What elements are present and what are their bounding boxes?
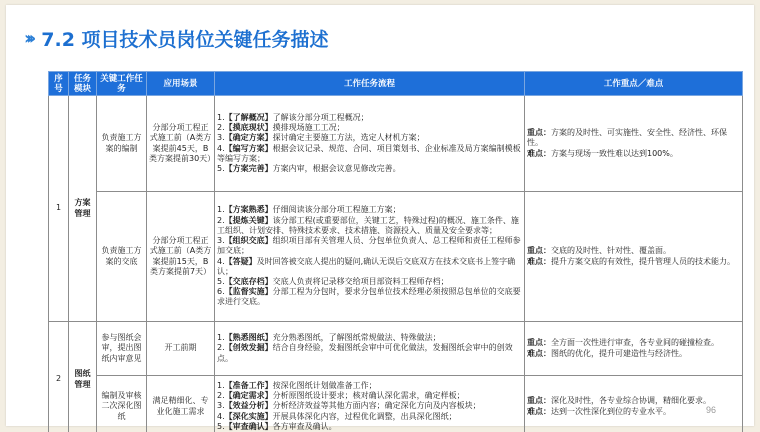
row-number: 2: [49, 322, 69, 432]
focus-label: 重点：: [527, 396, 551, 406]
workflow-step: [217, 144, 522, 164]
step-number: 2.: [217, 343, 225, 353]
focus-text: 全方面一次性进行审查，各专业间的碰撞检查。: [551, 338, 719, 348]
focus-label: 重点：: [527, 338, 551, 348]
step-keyword: 【创效发掘】: [224, 343, 273, 353]
workflow-step: [217, 391, 522, 401]
step-text: 方案内审，根据会议意见修改完善。: [272, 163, 401, 173]
workflow-step: [217, 205, 522, 215]
step-keyword: 【深化实施】: [224, 411, 273, 421]
workflow-step: [217, 277, 522, 287]
table-row: [49, 96, 743, 192]
focus-text: 达到一次性深化到位的专业水平。: [551, 406, 671, 416]
step-number: 1.: [217, 205, 225, 215]
workflow-cell: [215, 322, 525, 376]
step-keyword: 【答疑】: [224, 256, 257, 266]
workflow-cell: [215, 96, 525, 192]
step-number: 1.: [217, 112, 225, 122]
workflow-step: [217, 381, 522, 391]
title-bar: [24, 25, 329, 52]
step-number: 5.: [217, 163, 225, 173]
step-keyword: 【提炼关键】: [224, 215, 273, 225]
focus-item: [527, 338, 740, 348]
task-table: [48, 71, 743, 432]
focus-label: 难点：: [527, 256, 551, 266]
chevron-right-icon: ›››: [24, 28, 32, 49]
focus-cell: [525, 96, 743, 192]
focus-item: [527, 246, 740, 256]
focus-item: [527, 349, 740, 359]
table-row: [49, 376, 743, 432]
header-no: 序号: [49, 72, 69, 96]
focus-label: 重点：: [527, 246, 551, 256]
step-text: 仔细阅读该分部分项工程施工方案；: [272, 205, 401, 215]
focus-text: 图纸的优化，提升可建造性与经济性。: [551, 348, 687, 358]
page-title: 7.2 项目技术员岗位关键任务描述: [41, 29, 329, 51]
workflow-step: [217, 113, 522, 123]
table-row: [49, 192, 743, 322]
table-row: [49, 322, 743, 376]
step-number: 5.: [217, 421, 225, 431]
step-keyword: 【方案熟悉】: [224, 205, 273, 215]
header-module: 任务模块: [69, 72, 97, 96]
step-number: 3.: [217, 236, 225, 246]
step-number: 3.: [217, 133, 225, 143]
task-module: 图纸管理: [69, 322, 97, 432]
key-task: 负责施工方案的编制: [97, 96, 147, 192]
key-task: 参与图纸会审，提出图纸内审意见: [97, 322, 147, 376]
step-keyword: 【准备工作】: [224, 380, 273, 390]
focus-text: 深化及时性，各专业综合协调，精细化要求。: [551, 396, 711, 406]
step-text: 摸排现场施工工况；: [272, 123, 345, 133]
step-text: 探讨确定主要施工方法，选定人材机方案；: [272, 133, 425, 143]
step-text: 了解该分部分项工程概况；: [272, 112, 369, 122]
step-text: 分部工程为分包时，要求分包单位技术经理必须按照总包单位的交底要求进行交底。: [217, 287, 521, 307]
workflow-cell: [215, 192, 525, 322]
step-number: 4.: [217, 256, 225, 266]
step-number: 2.: [217, 123, 225, 133]
focus-cell: [525, 192, 743, 322]
step-text: 结合自身经验，发掘图纸会审中可优化做法，发掘图纸会审中的创效点。: [217, 343, 513, 363]
step-text: 各方审查及确认。: [272, 421, 337, 431]
step-text: 分析原图纸设计要求；核对确认深化需求，确定样板；: [272, 391, 465, 401]
step-keyword: 【编写方案】: [224, 143, 273, 153]
focus-text: 提升方案交底的有效性，提升管理人员的技术能力。: [551, 256, 735, 266]
task-module: 方案管理: [69, 96, 97, 322]
step-keyword: 【确定需求】: [224, 391, 273, 401]
workflow-step: [217, 412, 522, 422]
workflow-step: [217, 123, 522, 133]
focus-label: 重点：: [527, 128, 551, 138]
step-number: 2.: [217, 215, 225, 225]
focus-label: 难点：: [527, 406, 551, 416]
step-keyword: 【交底存档】: [224, 276, 273, 286]
focus-text: 交底的及时性、针对性、覆盖面。: [551, 246, 671, 256]
workflow-step: [217, 133, 522, 143]
row-number: 1: [49, 96, 69, 322]
key-task: 编制及审核二次深化图纸: [97, 376, 147, 432]
step-text: 交底人负责将记录移交给项目部资料工程师存档；: [272, 276, 449, 286]
step-text: 及时回答被交底人提出的疑问,确认无误后交底双方在技术交底书上签字确认；: [217, 256, 516, 276]
step-keyword: 【熟悉图纸】: [224, 333, 273, 343]
step-text: 分析经济效益等其他方面内容；确定深化方向及内容板块；: [272, 401, 481, 411]
workflow-step: [217, 164, 522, 174]
step-number: 2.: [217, 391, 225, 401]
key-task: 负责施工方案的交底: [97, 192, 147, 322]
workflow-step: [217, 236, 522, 256]
workflow-step: [217, 257, 522, 277]
header-task: 关键工作任务: [97, 72, 147, 96]
focus-label: 难点：: [527, 148, 551, 158]
step-number: 5.: [217, 276, 225, 286]
workflow-step: [217, 287, 522, 307]
step-number: 6.: [217, 287, 225, 297]
focus-cell: [525, 322, 743, 376]
header-scene: 应用场景: [147, 72, 215, 96]
focus-cell: [525, 376, 743, 432]
step-text: 该分部工程(或重要部位，关键工艺，特殊过程)的概况、施工条件、施工组织、计划安排、特殊技术要求、技术措施、资源投入、质量及安全要求等；: [217, 215, 519, 235]
workflow-step: [217, 401, 522, 411]
step-keyword: 【摸底现状】: [224, 123, 273, 133]
focus-text: 方案的及时性、可实施性、安全性、经济性、环保性。: [527, 128, 727, 148]
application-scene: 开工前期: [147, 322, 215, 376]
step-number: 4.: [217, 411, 225, 421]
step-text: 组织项目部有关管理人员、分包单位负责人、总工程师和责任工程师参加交底；: [217, 236, 521, 256]
header-flow: 工作任务流程: [215, 72, 525, 96]
step-number: 4.: [217, 143, 225, 153]
workflow-step: [217, 422, 522, 432]
step-text: 根据会议记录、规范、合同、项目策划书、企业标准及局方案编制模板等编写方案；: [217, 143, 521, 163]
workflow-step: [217, 343, 522, 363]
step-keyword: 【组织交底】: [224, 236, 273, 246]
workflow-cell: [215, 376, 525, 432]
application-scene: 满足精细化、专业化施工需求: [147, 376, 215, 432]
step-keyword: 【效益分析】: [224, 401, 273, 411]
focus-item: [527, 128, 740, 148]
workflow-step: [217, 216, 522, 236]
focus-label: 难点：: [527, 348, 551, 358]
header-focus: 工作重点／难点: [525, 72, 743, 96]
step-text: 开展具体深化内容，过程优化调整，出具深化图纸；: [272, 411, 457, 421]
workflow-step: [217, 333, 522, 343]
page-number: 96: [705, 405, 716, 415]
step-text: 按深化图纸计划做准备工作；: [272, 380, 377, 390]
application-scene: 分部分项工程正式施工前（A类方案提前15天，B类方案提前7天）: [147, 192, 215, 322]
step-keyword: 【确定方案】: [224, 133, 273, 143]
application-scene: 分部分项工程正式施工前（A类方案提前45天，B类方案提前30天）: [147, 96, 215, 192]
step-keyword: 【了解概况】: [224, 112, 273, 122]
table-header-row: [49, 72, 743, 96]
step-text: 充分熟悉图纸，了解图纸常规做法、特殊做法；: [272, 333, 441, 343]
step-number: 3.: [217, 401, 225, 411]
step-keyword: 【审查确认】: [224, 421, 273, 431]
step-number: 1.: [217, 333, 225, 343]
step-keyword: 【监督实施】: [224, 287, 273, 297]
step-keyword: 【方案完善】: [224, 163, 273, 173]
focus-item: [527, 149, 740, 159]
focus-item: [527, 257, 740, 267]
slide: [6, 5, 754, 431]
focus-text: 方案与现场一致性难以达到100%。: [551, 148, 678, 158]
step-number: 1.: [217, 380, 225, 390]
